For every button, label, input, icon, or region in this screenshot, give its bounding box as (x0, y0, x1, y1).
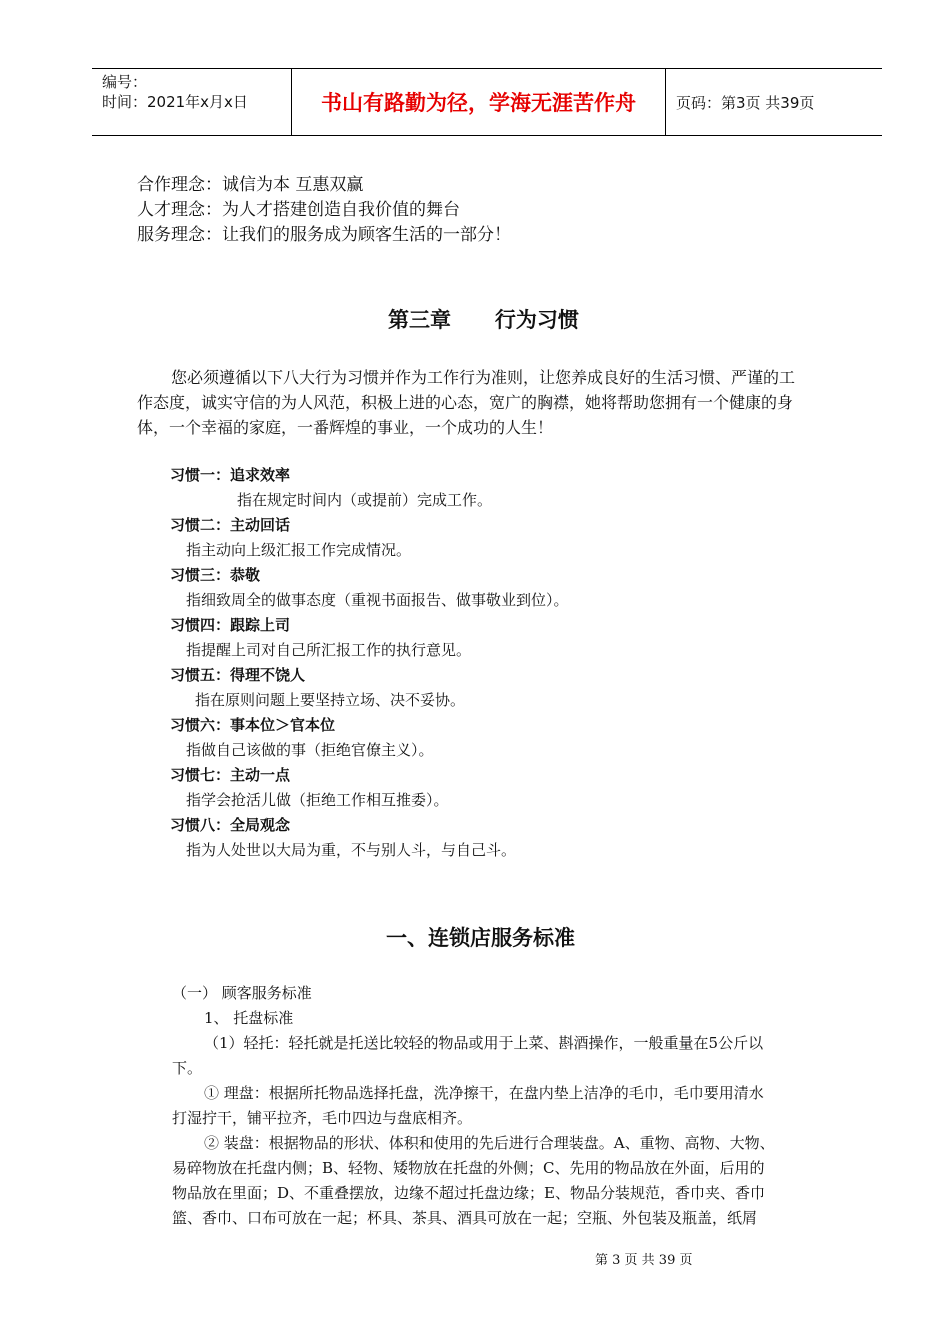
cooperation-idea: 合作理念：诚信为本 互惠双赢 (137, 175, 364, 195)
habit-desc: 指做自己该做的事（拒绝官僚主义）。 (186, 741, 434, 759)
habit-desc: 指为人处世以大局为重，不与别人斗，与自己斗。 (186, 841, 517, 859)
paragraph-line: ① 理盘：根据所托物品选择托盘，洗净擦干，在盘内垫上洁净的毛巾，毛巾要用清水 (204, 1084, 764, 1102)
section-title: 一、连锁店服务标准 (386, 926, 575, 950)
subsection-heading: （一） 顾客服务标准 (172, 984, 312, 1002)
habit-title: 习惯六：事本位＞官本位 (170, 716, 336, 734)
habit-desc: 指学会抢活儿做（拒绝工作相互推委）。 (186, 791, 449, 809)
service-idea: 服务理念：让我们的服务成为顾客生活的一部分！ (137, 225, 511, 245)
number-label: 编号： (102, 73, 148, 91)
intro-line-2: 作态度，诚实守信的为人风范，积极上进的心态，宽广的胸襟，她将帮助您拥有一个健康的身 (137, 393, 794, 412)
habit-title: 习惯八：全局观念 (170, 816, 291, 834)
habit-desc: 指主动向上级汇报工作完成情况。 (186, 541, 412, 559)
motto: 书山有路勤为径，学海无涯苦作舟 (292, 69, 666, 135)
paragraph-line: 下。 (172, 1059, 203, 1077)
habit-title: 习惯七：主动一点 (170, 766, 291, 784)
header-meta-cell (92, 69, 292, 135)
habit-desc: 指在原则问题上要坚持立场、决不妥协。 (195, 691, 466, 709)
time-label: 时间：2021年x月x日 (102, 93, 248, 111)
paragraph-line: 易碎物放在托盘内侧；B、轻物、矮物放在托盘的外侧；C、先用的物品放在外面，后用的 (172, 1159, 765, 1177)
habit-desc: 指在规定时间内（或提前）完成工作。 (237, 491, 493, 509)
intro-line-1: 您必须遵循以下八大行为习惯并作为工作行为准则，让您养成良好的生活习惯、严谨的工 (171, 368, 796, 387)
document-header (92, 68, 882, 136)
intro-line-3: 体，一个幸福的家庭，一番辉煌的事业，一个成功的人生！ (137, 418, 554, 437)
paragraph-line: 物品放在里面；D、不重叠摆放，边缘不超过托盘边缘；E、物品分装规范，香巾夹、香巾 (172, 1184, 765, 1202)
paragraph-line: 打湿拧干，铺平拉齐，毛巾四边与盘底相齐。 (172, 1109, 473, 1127)
habit-title: 习惯一：追求效率 (170, 466, 291, 484)
habit-title: 习惯四：跟踪上司 (170, 616, 291, 634)
habit-desc: 指细致周全的做事态度（重视书面报告、做事敬业到位）。 (186, 591, 569, 609)
habit-title: 习惯二：主动回话 (170, 516, 291, 534)
paragraph-line: （1）轻托：轻托就是托送比较轻的物品或用于上菜、斟酒操作，一般重量在5公斤以 (204, 1034, 764, 1052)
paragraph-line: 篮、香巾、口布可放在一起；杯具、茶具、酒具可放在一起；空瓶、外包装及瓶盖，纸屑 (172, 1209, 758, 1227)
habit-desc: 指提醒上司对自己所汇报工作的执行意见。 (186, 641, 472, 659)
subsection-subheading: 1、 托盘标准 (204, 1009, 294, 1027)
talent-idea: 人才理念：为人才搭建创造自我价值的舞台 (137, 200, 460, 220)
habit-title: 习惯五：得理不饶人 (170, 666, 306, 684)
habit-title: 习惯三：恭敬 (170, 566, 261, 584)
page-label: 页码：第3页 共39页 (676, 93, 815, 112)
chapter-title: 第三章 行为习惯 (388, 308, 579, 332)
paragraph-line: ② 装盘：根据物品的形状、体积和使用的先后进行合理装盘。A、重物、高物、大物、 (204, 1134, 775, 1152)
page-footer: 第 3 页 共 39 页 (595, 1253, 693, 1268)
